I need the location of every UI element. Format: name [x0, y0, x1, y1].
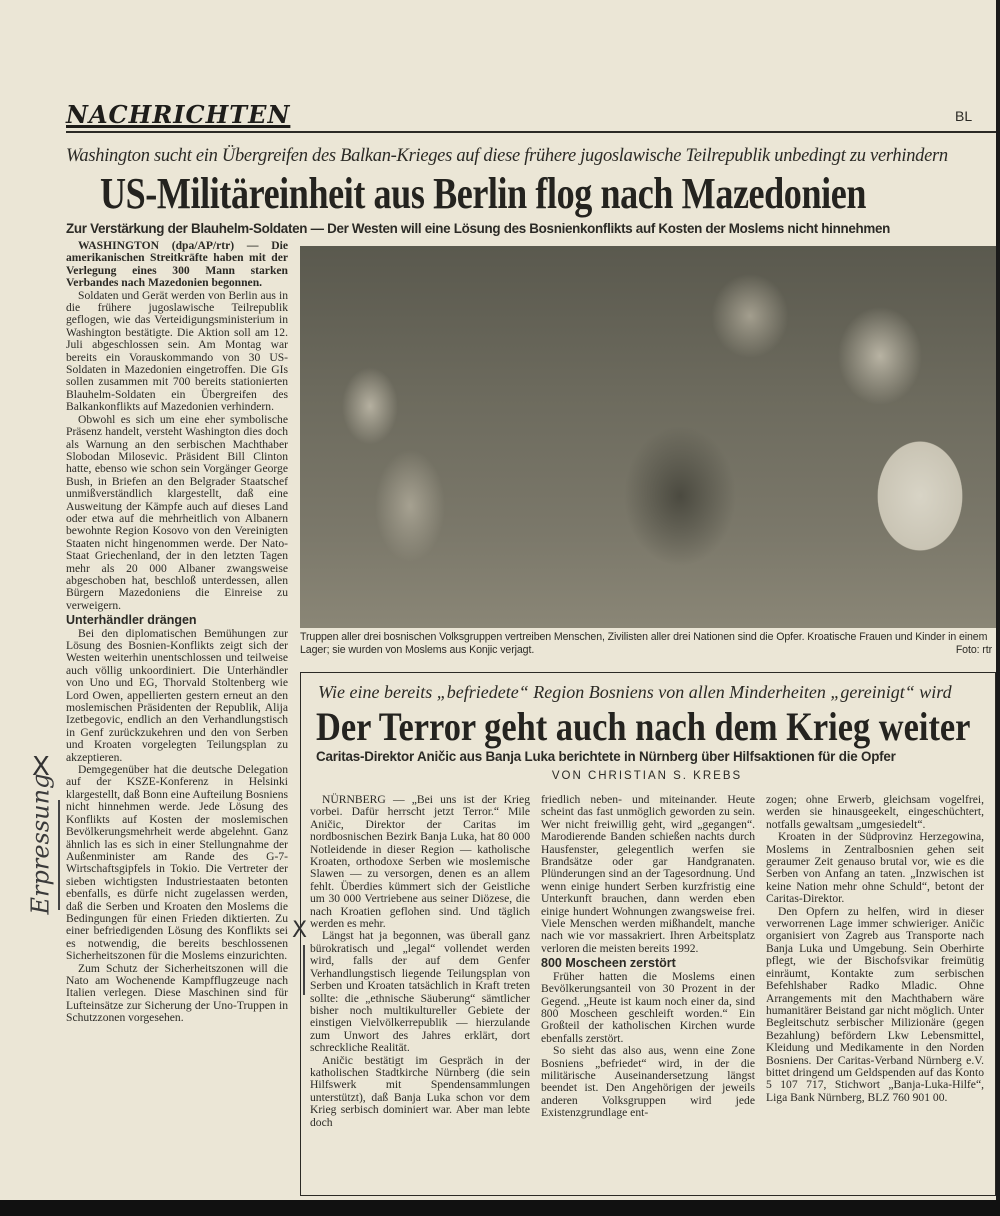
article2-paragraph: Den Opfern zu helfen, wird in dieser verworrenen Lage immer schwieriger. Aničic organisiert von Zagreb aus Transporte nach Banja Luka und Umgebung. Sein Oberhirte pflegt, wie der Bischofsvikar freimütig einräumt, Kontakte zum serbischen Befehlshaber Radko Mladic. Ohne Arrangements mit den Machthabern wäre humanitärer Beistand gar nicht möglich. Unter Begleitschutz serbischer Milizionäre (gegen Bezahlung) befördern Lkw Lebensmittel, Kleidung und Medikamente in den Norden Bosniens. Der Caritas-Verband Nürnberg e.V. bittet dringend um Geldspenden auf das Konto 5 107 717, Stichwort „Banja-Luka-Hilfe“, Liga Bank Nürnberg, BLZ 760 901 00. [766, 904, 984, 1104]
handwritten-x-mark-icon: X [32, 752, 50, 782]
scan-edge-right [996, 0, 1000, 1216]
article2-paragraph: zogen; ohne Erwerb, gleichsam vogelfrei, werden sie hinausgeekelt, eingeschüchtert, notfalls gewaltsam „umgesiedelt“. [766, 793, 984, 831]
caption-text: Truppen aller drei bosnischen Volksgruppen vertreiben Menschen, Zivilisten aller drei Nationen sind die Opfer. Kroatische Frauen und Kinder in einem Lager; sie wurden von Moslems aus Konjic verjagt. [300, 631, 988, 656]
article1-subhead: Zur Verstärkung der Blauhelm-Soldaten — Der Westen will eine Lösung des Bosnienkonflikts auf Kosten der Moslems nicht hinnehmen [66, 221, 891, 236]
news-photo-refugee-camp [300, 246, 996, 628]
article2-byline: VON CHRISTIAN S. KREBS [551, 770, 743, 782]
article2-paragraph: NÜRNBERG — „Bei uns ist der Krieg vorbei. Dafür herrscht jetzt Terror.“ Mile Aničic, Direktor der Caritas im nordbosnischen Bezirk Banja Luka, hat 80 000 Notleidende in dieser Region — katholische Kroaten, orthodoxe Serben wie moslemische Slawen — zu versorgen, denen es an allem fehlt. Überdies kümmert sich der Geistliche um 30 000 Vertriebene aus seiner Diözese, die nach Kroatien geflohen sind. Und täglich werden es mehr. [310, 793, 530, 931]
article1-paragraph: Demgegenüber hat die deutsche Delegation auf der KSZE-Konferenz in Helsinki klargestellt, daß Bonn eine Aufteilung Bosniens nicht hinnehmen werde. Jede Lösung des Konflikts auf Kosten der moslemischen Bevölkerungsmehrheit werde abgelehnt. Ganz ähnlich las es sich in einer Stellungnahme der Außenminister am Rande des G-7-Wirtschaftsgipfels in Tokio. Die Vertreter der sieben wichtigsten Industriestaaten betonten ebenfalls, es dürfe nicht zugelassen werden, daß die Serben und Kroaten den Moslems die Bedingungen für einen Frieden diktierten. Zu einer befriedigenden Lösung des Konflikts sei es notwendig, die bereits beschlossenen Sicherheitszonen für die Moslems einzurichten. [66, 763, 288, 963]
article2-column-1 [310, 794, 530, 1129]
article2-paragraph: Früher hatten die Moslems einen Bevölkerungsanteil von 30 Prozent in der Gegend. „Heute ist kaum noch einer da, sind 800 Moscheen geschleift worden.“ Ein Großteil der katholischen Kirchen wurde ebenfalls zerstört. [541, 969, 755, 1045]
scan-edge-bottom [0, 1200, 1000, 1216]
article2-headline: Der Terror geht auch nach dem Krieg weiter [316, 704, 971, 749]
article2-paragraph: Kroaten in der Südprovinz Herzegowina, Moslems in Zentralbosnien gehen seit geraumer Zeit genauso brutal vor, wie es die Serben von Anfang an taten. „Inzwischen ist keine Nation mehr ohne Schuld“, betont der Caritas-Direktor. [766, 830, 984, 906]
article2-paragraph: Längst hat ja begonnen, was überall ganz bürokratisch und „legal“ vollendet werden wird, falls der auf dem Genfer Verhandlungstisch liegende Teilungsplan von Serben und Kroaten tatsächlich in Kraft treten sollte: die „ethnische Säuberung“ sämtlicher bisher noch multikultureller Gebiete der einstigen Vielvölkerrepublik — hierzulande zum Unwort des Jahres erklärt, dort schreckliche Realität. [310, 929, 530, 1055]
photo-credit: Foto: rtr [955, 644, 992, 656]
article1-column [66, 240, 288, 1025]
article2-kicker: Wie eine bereits „befriedete“ Region Bosniens von allen Minderheiten „gereinigt“ wird [318, 682, 952, 702]
handwritten-annotation [10, 760, 70, 930]
article2-paragraph: So sieht das also aus, wenn eine Zone Bosniens „befriedet“ wird, in der die militärische Auseinandersetzung längst beendet ist. Den Angehörigen der jeweils anderen Volksgruppen wird jede Existenzgrundlage ent- [541, 1044, 755, 1120]
article1-crosshead: Unterhändler drängen [66, 613, 197, 628]
handwritten-margin-line [303, 945, 305, 995]
article2-paragraph: Aničic bestätigt im Gespräch in der katholischen Stadtkirche Nürnberg (die sein Hilfswerk mit Spendensammlungen unterstützt), daß Banja Luka schon vor dem Krieg serbisch dominiert war. Aber man lebte doch [310, 1053, 530, 1129]
photo-caption [300, 631, 996, 657]
article2-subhead: Caritas-Direktor Aničic aus Banja Luka berichtete in Nürnberg über Hilfsaktionen für die Opfer [316, 749, 896, 764]
article1-headline: US-Militäreinheit aus Berlin flog nach Mazedonien [100, 169, 866, 218]
article2-column-2 [541, 794, 755, 1120]
article1-paragraph: Soldaten und Gerät werden von Berlin aus in die frühere jugoslawische Teilrepublik geflogen, wie das Verteidigungsministerium in Washington bestätigte. Die Aktion soll am 12. Juli abgeschlossen sein. Am Montag war bereits ein Vorauskommando von 30 US-Soldaten in Mazedonien eingetroffen. Die GIs sollen zusammen mit 700 bereits stationierten Blauhelm-Soldaten ein Übergreifen des Balkankonflikts auf Mazedonien verhindern. [66, 288, 288, 414]
edition-mark: BL [955, 108, 973, 124]
handwritten-x-mark-icon: X [292, 918, 308, 943]
section-rule [66, 131, 996, 133]
article1-paragraph: Zum Schutz der Sicherheitszonen will die Nato am Wochenende Kampfflugzeuge nach Italien verlegen. Diese Maschinen sind für Lufteinsätze zur Sicherung der Uno-Truppen in Schutzzonen vorgesehen. [66, 961, 288, 1025]
article1-paragraph: Bei den diplomatischen Bemühungen zur Lösung des Bosnien-Konflikts zeigt sich der Westen weiterhin unentschlossen und teilweise auch völlig unkoordiniert. Die Unterhändler von Uno und EG, Thorvald Stoltenberg wie Lord Owen, appellierten gestern erneut an den moslemischen Präsidenten der Republik, Alija Izetbegovic, endlich an den Verhandlungstisch in Genf zurückzukehren und den von Serben und Kroaten vorgelegten Teilungsplan zu akzeptieren. [66, 626, 288, 764]
handwritten-underline [58, 800, 60, 910]
article2-crosshead: 800 Moscheen zerstört [541, 956, 676, 971]
article1-paragraph: Obwohl es sich um eine eher symbolische Präsenz handelt, versteht Washington dies doch als Warnung an den serbischen Machthaber Slobodan Milosevic. Präsident Bill Clinton hatte, ebenso wie schon sein Vorgänger George Bush, in Briefen an den Belgrader Staatschef unmißverständlich klargestellt, daß eine Ausweitung der Kämpfe auch auf dieses Land oder etwa auf die mehrheitlich von Albanern bewohnte Region Kosovo von den Vereinigten Staaten nicht hingenommen werde. Der Nato-Staat Griechenland, der in den letzten Tagen mehr als 20 000 Albaner zwangsweise abgeschoben hat, beschloß unterdessen, allen Bürgern Mazedoniens die Einreise zu verweigern. [66, 412, 288, 612]
section-title: NACHRICHTEN [66, 100, 291, 129]
article2-paragraph: friedlich neben- und miteinander. Heute scheint das fast unmöglich geworden zu sein. Wer nicht freiwillig geht, wird „gegangen“. Marodierende Banden schießen nachts durch Hausfenster, gelegentlich werfen sie Brandsätze oder gar Handgranaten. Plünderungen sind an der Tagesordnung. Und wenn einige hundert Serben kurzfristig eine Unterkunft brauchen, dann werden eben einige hundert Wohnungen zwangsweise frei. Viele Menschen werden mißhandelt, manche nach wie vor massakriert. Ihren Arbeitsplatz verloren die meisten bereits 1992. [541, 793, 755, 955]
handwritten-word: Erpressung [26, 773, 55, 915]
article1-kicker: Washington sucht ein Übergreifen des Balkan-Krieges auf diese frühere jugoslawische Teilrepublik unbedingt zu verhindern [66, 146, 948, 166]
article1-lead: WASHINGTON (dpa/AP/rtr) — Die amerikanischen Streitkräfte haben mit der Verlegung eines 300 Mann starken Verbandes nach Mazedonien begonnen. [66, 239, 288, 290]
article2-column-3 [766, 794, 984, 1104]
